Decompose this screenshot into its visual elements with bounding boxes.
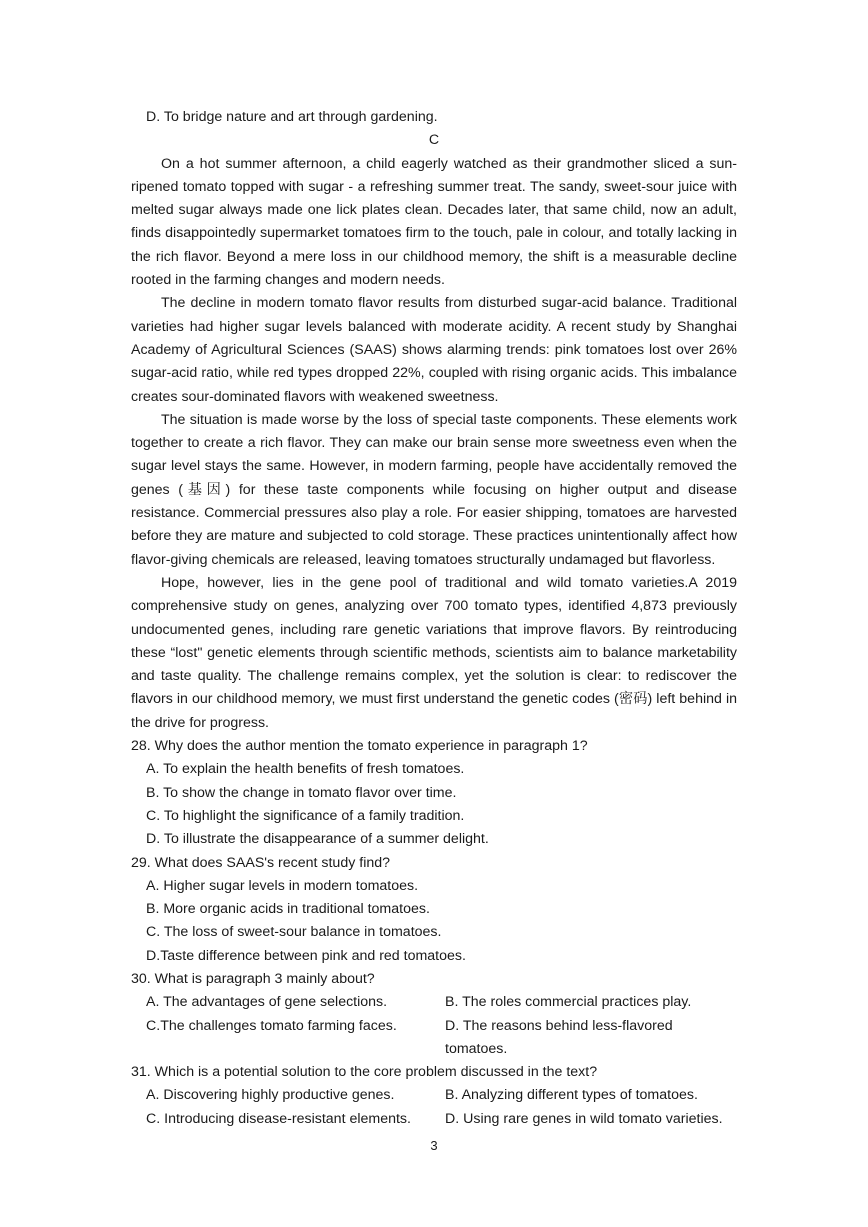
question-28-option-b: B. To show the change in tomato flavor over time. bbox=[146, 784, 457, 801]
question-29-option-c: C. The loss of sweet-sour balance in tomatoes. bbox=[146, 924, 442, 941]
question-28-option-a: A. To explain the health benefits of fresh tomatoes. bbox=[146, 761, 465, 778]
question-29: 29. What does SAAS's recent study find? bbox=[131, 854, 391, 871]
question-30-option-b: B. The roles commercial practices play. bbox=[445, 994, 692, 1011]
paragraph-2: The decline in modern tomato flavor results from disturbed sugar-acid balance. Traditional varieties had higher sugar levels balanced with moderate acidity. A recent study by Shanghai Academy of Agricultural Sciences (SAAS) shows alarming trends: pink tomatoes lost over 26% sugar-acid ratio, while red types dropped 22%, coupled with rising organic acids. This imbalance creates sour-dominated flavors with weakened sweetness. bbox=[131, 295, 737, 405]
question-31-option-b: B. Analyzing different types of tomatoes. bbox=[445, 1087, 698, 1104]
question-28: 28. Why does the author mention the tomato experience in paragraph 1? bbox=[131, 738, 588, 755]
question-29-option-a: A. Higher sugar levels in modern tomatoes. bbox=[146, 877, 419, 894]
paragraph-3: The situation is made worse by the loss of special taste components. These elements work together to create a rich flavor. They can make our brain sense more sweetness even when the sugar level stays the same. However, in modern farming, people have accidentally removed the genes (基因) for these taste components while focusing on higher output and disease resistance. Commercial pressures also play a role. For easier shipping, tomatoes are harvested before they are mature and subjected to cold storage. These practices unintentionally affect how flavor-giving chemicals are released, leaving tomatoes structurally undamaged but flavorless. bbox=[131, 411, 737, 568]
paragraph-1: On a hot summer afternoon, a child eagerly watched as their grandmother sliced a sun-ripened tomato topped with sugar - a refreshing summer treat. The sandy, sweet-sour juice with melted sugar always made one lick plates clean. Decades later, that same child, now an adult, finds disappointedly supermarket tomatoes firm to the touch, pale in colour, and totally lacking in the rich flavor. Beyond a mere loss in our childhood memory, the shift is a measurable decline rooted in the farming changes and modern needs. bbox=[131, 155, 737, 289]
paragraph-4: Hope, however, lies in the gene pool of traditional and wild tomato varieties.A 2019 comprehensive study on genes, analyzing over 700 tomato types, identified 4,873 previously undocumented genes, including rare genetic variations that improve flavors. By reintroducing these “lost" genetic elements through scientific methods, scientists aim to balance marketability and taste quality. The challenge remains complex, yet the solution is clear: to rediscover the flavors in our childhood memory, we must first understand the genetic codes (密码) left behind in the drive for progress. bbox=[131, 574, 737, 731]
question-30-option-c: C.The challenges tomato farming faces. bbox=[146, 1017, 397, 1034]
question-30: 30. What is paragraph 3 mainly about? bbox=[131, 970, 375, 987]
question-30-option-a: A. The advantages of gene selections. bbox=[146, 994, 388, 1011]
page-number: 3 bbox=[430, 1138, 438, 1153]
question-31-option-a: A. Discovering highly productive genes. bbox=[146, 1087, 395, 1104]
question-29-option-b: B. More organic acids in traditional tomatoes. bbox=[146, 901, 430, 918]
page-content bbox=[131, 106, 737, 1131]
question-31-option-c: C. Introducing disease-resistant elements. bbox=[146, 1110, 411, 1127]
question-31-options-row-1 bbox=[131, 1084, 737, 1107]
passage-section-label: C bbox=[428, 132, 440, 149]
question-31: 31. Which is a potential solution to the core problem discussed in the text? bbox=[131, 1064, 598, 1081]
question-30-options-row-1 bbox=[131, 991, 737, 1014]
question-28-option-d: D. To illustrate the disappearance of a summer delight. bbox=[146, 831, 489, 848]
question-29-option-d: D.Taste difference between pink and red tomatoes. bbox=[146, 947, 466, 964]
question-31-options-row-2 bbox=[131, 1108, 737, 1131]
question-30-options-row-2 bbox=[131, 1015, 737, 1062]
question-30-option-d: D. The reasons behind less-flavored tomatoes. bbox=[445, 1017, 673, 1057]
previous-question-option-d: D. To bridge nature and art through gardening. bbox=[146, 109, 438, 125]
question-28-option-c: C. To highlight the significance of a family tradition. bbox=[146, 807, 465, 824]
question-31-option-d: D. Using rare genes in wild tomato varieties. bbox=[445, 1110, 723, 1127]
